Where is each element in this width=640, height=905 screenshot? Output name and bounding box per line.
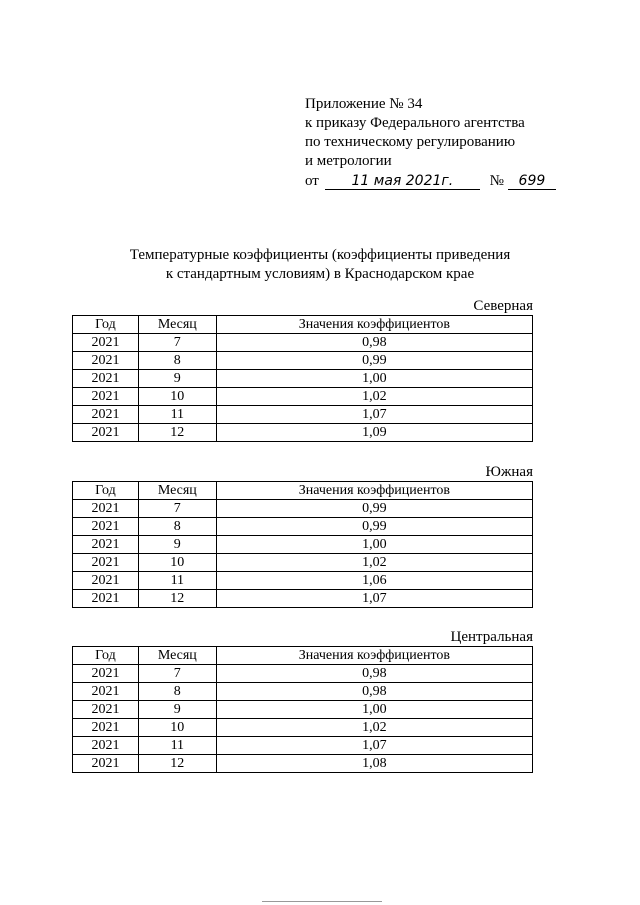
cell-year: 2021 [73,590,139,608]
column-header-month: Месяц [138,316,216,334]
cell-value: 1,00 [216,701,532,719]
cell-year: 2021 [73,424,139,442]
cell-value: 1,09 [216,424,532,442]
cell-month: 10 [138,388,216,406]
table-row [73,683,533,701]
cell-month: 8 [138,683,216,701]
agency-line: по техническому регулированию [305,134,516,150]
title-line-1: Температурные коэффициенты (коэффициенты приведения [129,247,511,263]
cell-year: 2021 [73,536,139,554]
cell-month: 9 [138,701,216,719]
cell-year: 2021 [73,719,139,737]
cell-month: 10 [138,719,216,737]
table-row [73,518,533,536]
table-row [73,737,533,755]
order-reference-line: к приказу Федерального агентства [305,115,525,131]
agency-line-end: и метрологии [305,153,392,169]
table-header-row [73,316,533,334]
column-header-values: Значения коэффициентов [216,647,532,665]
cell-month: 12 [138,590,216,608]
cell-value: 1,06 [216,572,532,590]
cell-value: 1,07 [216,406,532,424]
cell-year: 2021 [73,334,139,352]
cell-month: 11 [138,406,216,424]
table-row [73,370,533,388]
cell-month: 9 [138,370,216,388]
region-label-north: Северная [473,298,533,314]
table-header-row [73,482,533,500]
table-row [73,590,533,608]
cell-value: 1,02 [216,554,532,572]
column-header-month: Месяц [138,647,216,665]
cell-month: 10 [138,554,216,572]
coefficient-table-central [72,646,533,773]
table-header-row [73,647,533,665]
table-row [73,536,533,554]
cell-month: 12 [138,755,216,773]
column-header-year: Год [73,482,139,500]
cell-month: 11 [138,572,216,590]
column-header-values: Значения коэффициентов [216,482,532,500]
cell-year: 2021 [73,388,139,406]
document-title [0,246,640,284]
table-row [73,701,533,719]
order-date-number-row [305,172,556,191]
coefficient-table-south [72,481,533,608]
cell-value: 1,08 [216,755,532,773]
cell-year: 2021 [73,665,139,683]
cell-value: 0,98 [216,665,532,683]
table-row [73,388,533,406]
table-row [73,572,533,590]
cell-month: 7 [138,334,216,352]
cell-month: 7 [138,665,216,683]
title-line-2: к стандартным условиям) в Краснодарском крае [165,266,475,282]
cell-month: 12 [138,424,216,442]
cell-month: 8 [138,352,216,370]
column-header-month: Месяц [138,482,216,500]
cell-year: 2021 [73,352,139,370]
cell-value: 0,99 [216,352,532,370]
cell-value: 1,02 [216,719,532,737]
table-row [73,665,533,683]
cell-year: 2021 [73,737,139,755]
table-row [73,406,533,424]
cell-value: 1,07 [216,737,532,755]
cell-value: 1,07 [216,590,532,608]
cell-value: 0,99 [216,518,532,536]
region-label-central: Центральная [450,629,533,645]
cell-year: 2021 [73,518,139,536]
cell-year: 2021 [73,406,139,424]
from-label: от [305,173,319,189]
cell-year: 2021 [73,370,139,388]
cell-year: 2021 [73,500,139,518]
order-number-handwritten: 699 [508,173,556,190]
table-row [73,554,533,572]
table-row [73,352,533,370]
column-header-year: Год [73,316,139,334]
table-row [73,719,533,737]
appendix-number: Приложение № 34 [305,96,423,112]
order-date-handwritten: 11 мая 2021г. [325,173,480,190]
number-label: № [489,173,504,189]
cell-year: 2021 [73,701,139,719]
cell-month: 7 [138,500,216,518]
cell-year: 2021 [73,683,139,701]
cell-value: 1,00 [216,536,532,554]
cell-value: 1,02 [216,388,532,406]
column-header-values: Значения коэффициентов [216,316,532,334]
cell-value: 0,98 [216,334,532,352]
coefficient-table-north [72,315,533,442]
appendix-header [305,95,556,191]
cell-value: 1,00 [216,370,532,388]
table-row [73,334,533,352]
cell-year: 2021 [73,755,139,773]
table-row [73,755,533,773]
table-row [73,500,533,518]
cell-month: 8 [138,518,216,536]
cell-month: 11 [138,737,216,755]
table-row [73,424,533,442]
region-label-south: Южная [485,464,533,480]
cell-year: 2021 [73,572,139,590]
column-header-year: Год [73,647,139,665]
cell-year: 2021 [73,554,139,572]
page-bottom-divider [262,901,382,902]
cell-month: 9 [138,536,216,554]
cell-value: 0,98 [216,683,532,701]
cell-value: 0,99 [216,500,532,518]
